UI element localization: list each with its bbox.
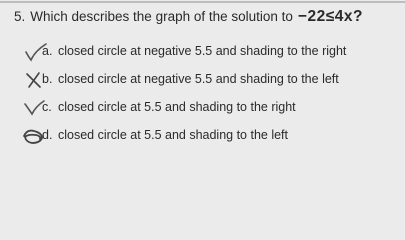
option-letter: d. — [42, 128, 53, 142]
option-c[interactable] — [0, 100, 405, 126]
option-text: closed circle at negative 5.5 and shading to the left — [58, 72, 339, 86]
question — [14, 8, 404, 26]
option-a[interactable] — [0, 44, 405, 70]
question-text: Which describes the graph of the solution to — [30, 9, 293, 24]
option-text: closed circle at 5.5 and shading to the right — [58, 100, 296, 114]
option-letter: c. — [42, 100, 52, 114]
question-number: 5. — [14, 9, 26, 24]
option-b[interactable] — [0, 72, 405, 98]
option-letter: a. — [42, 44, 53, 58]
option-text: closed circle at negative 5.5 and shading to the right — [58, 44, 347, 58]
option-d[interactable] — [0, 128, 405, 154]
option-text: closed circle at 5.5 and shading to the left — [58, 128, 289, 142]
question-expression: −22≤4x? — [297, 8, 363, 25]
option-letter: b. — [42, 72, 53, 86]
top-rule — [0, 1, 405, 3]
